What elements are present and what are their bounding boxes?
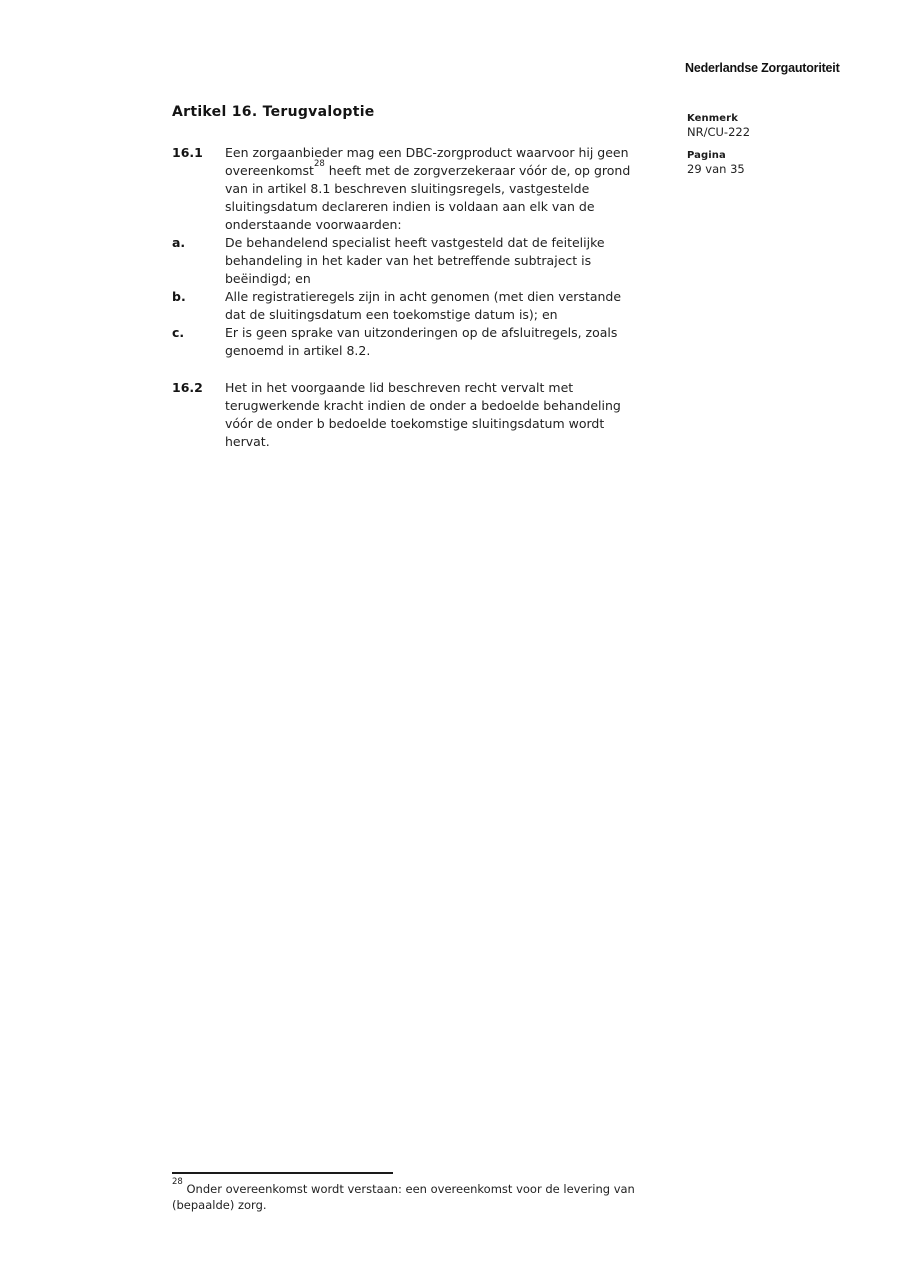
- body-line-segment: heeft met de zorgverzekeraar vóór de, op grond: [324, 163, 631, 178]
- list-item-b: [172, 288, 685, 324]
- body-line-segment: overeenkomst: [225, 163, 314, 178]
- article-title: Artikel 16. Terugvaloptie: [172, 104, 375, 120]
- brand-text: Nederlandse Zorgautoriteit: [685, 61, 840, 75]
- footnote-line: (bepaalde) zorg.: [172, 1198, 267, 1212]
- section-text: [225, 324, 685, 360]
- body-line: Een zorgaanbieder mag een DBC-zorgproduct waarvoor hij geen: [225, 145, 629, 160]
- body-line: Er is geen sprake van uitzonderingen op de afsluitregels, zoals: [225, 325, 618, 340]
- section-16-1: [172, 144, 685, 234]
- footnote-text: Onder overeenkomst wordt verstaan: een overeenkomst voor de levering van: [182, 1182, 635, 1196]
- kenmerk-label: Kenmerk: [687, 113, 738, 124]
- body-line: terugwerkende kracht indien de onder a bedoelde behandeling: [225, 398, 621, 413]
- body-line: sluitingsdatum declareren indien is voldaan aan elk van de: [225, 199, 595, 214]
- body-line: [225, 158, 685, 180]
- list-item-a: [172, 234, 685, 288]
- pagina-label: Pagina: [687, 150, 726, 161]
- section-text: [225, 144, 685, 234]
- pagina-value: 29 van 35: [687, 162, 745, 176]
- margin-meta: [687, 112, 750, 176]
- body-line: Alle registratieregels zijn in acht genomen (met dien verstande: [225, 289, 622, 304]
- body-line: van in artikel 8.1 beschreven sluitingsregels, vastgestelde: [225, 181, 590, 196]
- body-line: genoemd in artikel 8.2.: [225, 343, 371, 358]
- item-number: 16.1: [172, 145, 203, 160]
- footnote-rule: [172, 1172, 393, 1174]
- footnote-ref-superscript: 28: [313, 158, 325, 169]
- body-line: hervat.: [225, 434, 270, 449]
- section-16-2: [172, 379, 685, 451]
- body-line: De behandelend specialist heeft vastgesteld dat de feitelijke: [225, 235, 605, 250]
- footnote-superscript: 28: [172, 1177, 183, 1188]
- item-number: c.: [172, 325, 185, 340]
- body-line: onderstaande voorwaarden:: [225, 217, 402, 232]
- section-text: [225, 379, 685, 451]
- body-line: behandeling in het kader van het betreffende subtraject is: [225, 253, 592, 268]
- article-body: [172, 144, 685, 451]
- list-item-c: [172, 324, 685, 360]
- item-number: a.: [172, 235, 186, 250]
- item-number: b.: [172, 289, 186, 304]
- body-line: beëindigd; en: [225, 271, 311, 286]
- section-text: [225, 234, 685, 288]
- body-line: Het in het voorgaande lid beschreven recht vervalt met: [225, 380, 574, 395]
- body-line: vóór de onder b bedoelde toekomstige sluitingsdatum wordt: [225, 416, 605, 431]
- item-number: 16.2: [172, 380, 203, 395]
- meta-gap: [687, 139, 750, 149]
- footnote-line: [172, 1177, 635, 1197]
- body-line: dat de sluitingsdatum een toekomstige datum is); en: [225, 307, 558, 322]
- section-text: [225, 288, 685, 324]
- footnote: [172, 1172, 635, 1213]
- kenmerk-value: NR/CU-222: [687, 125, 751, 139]
